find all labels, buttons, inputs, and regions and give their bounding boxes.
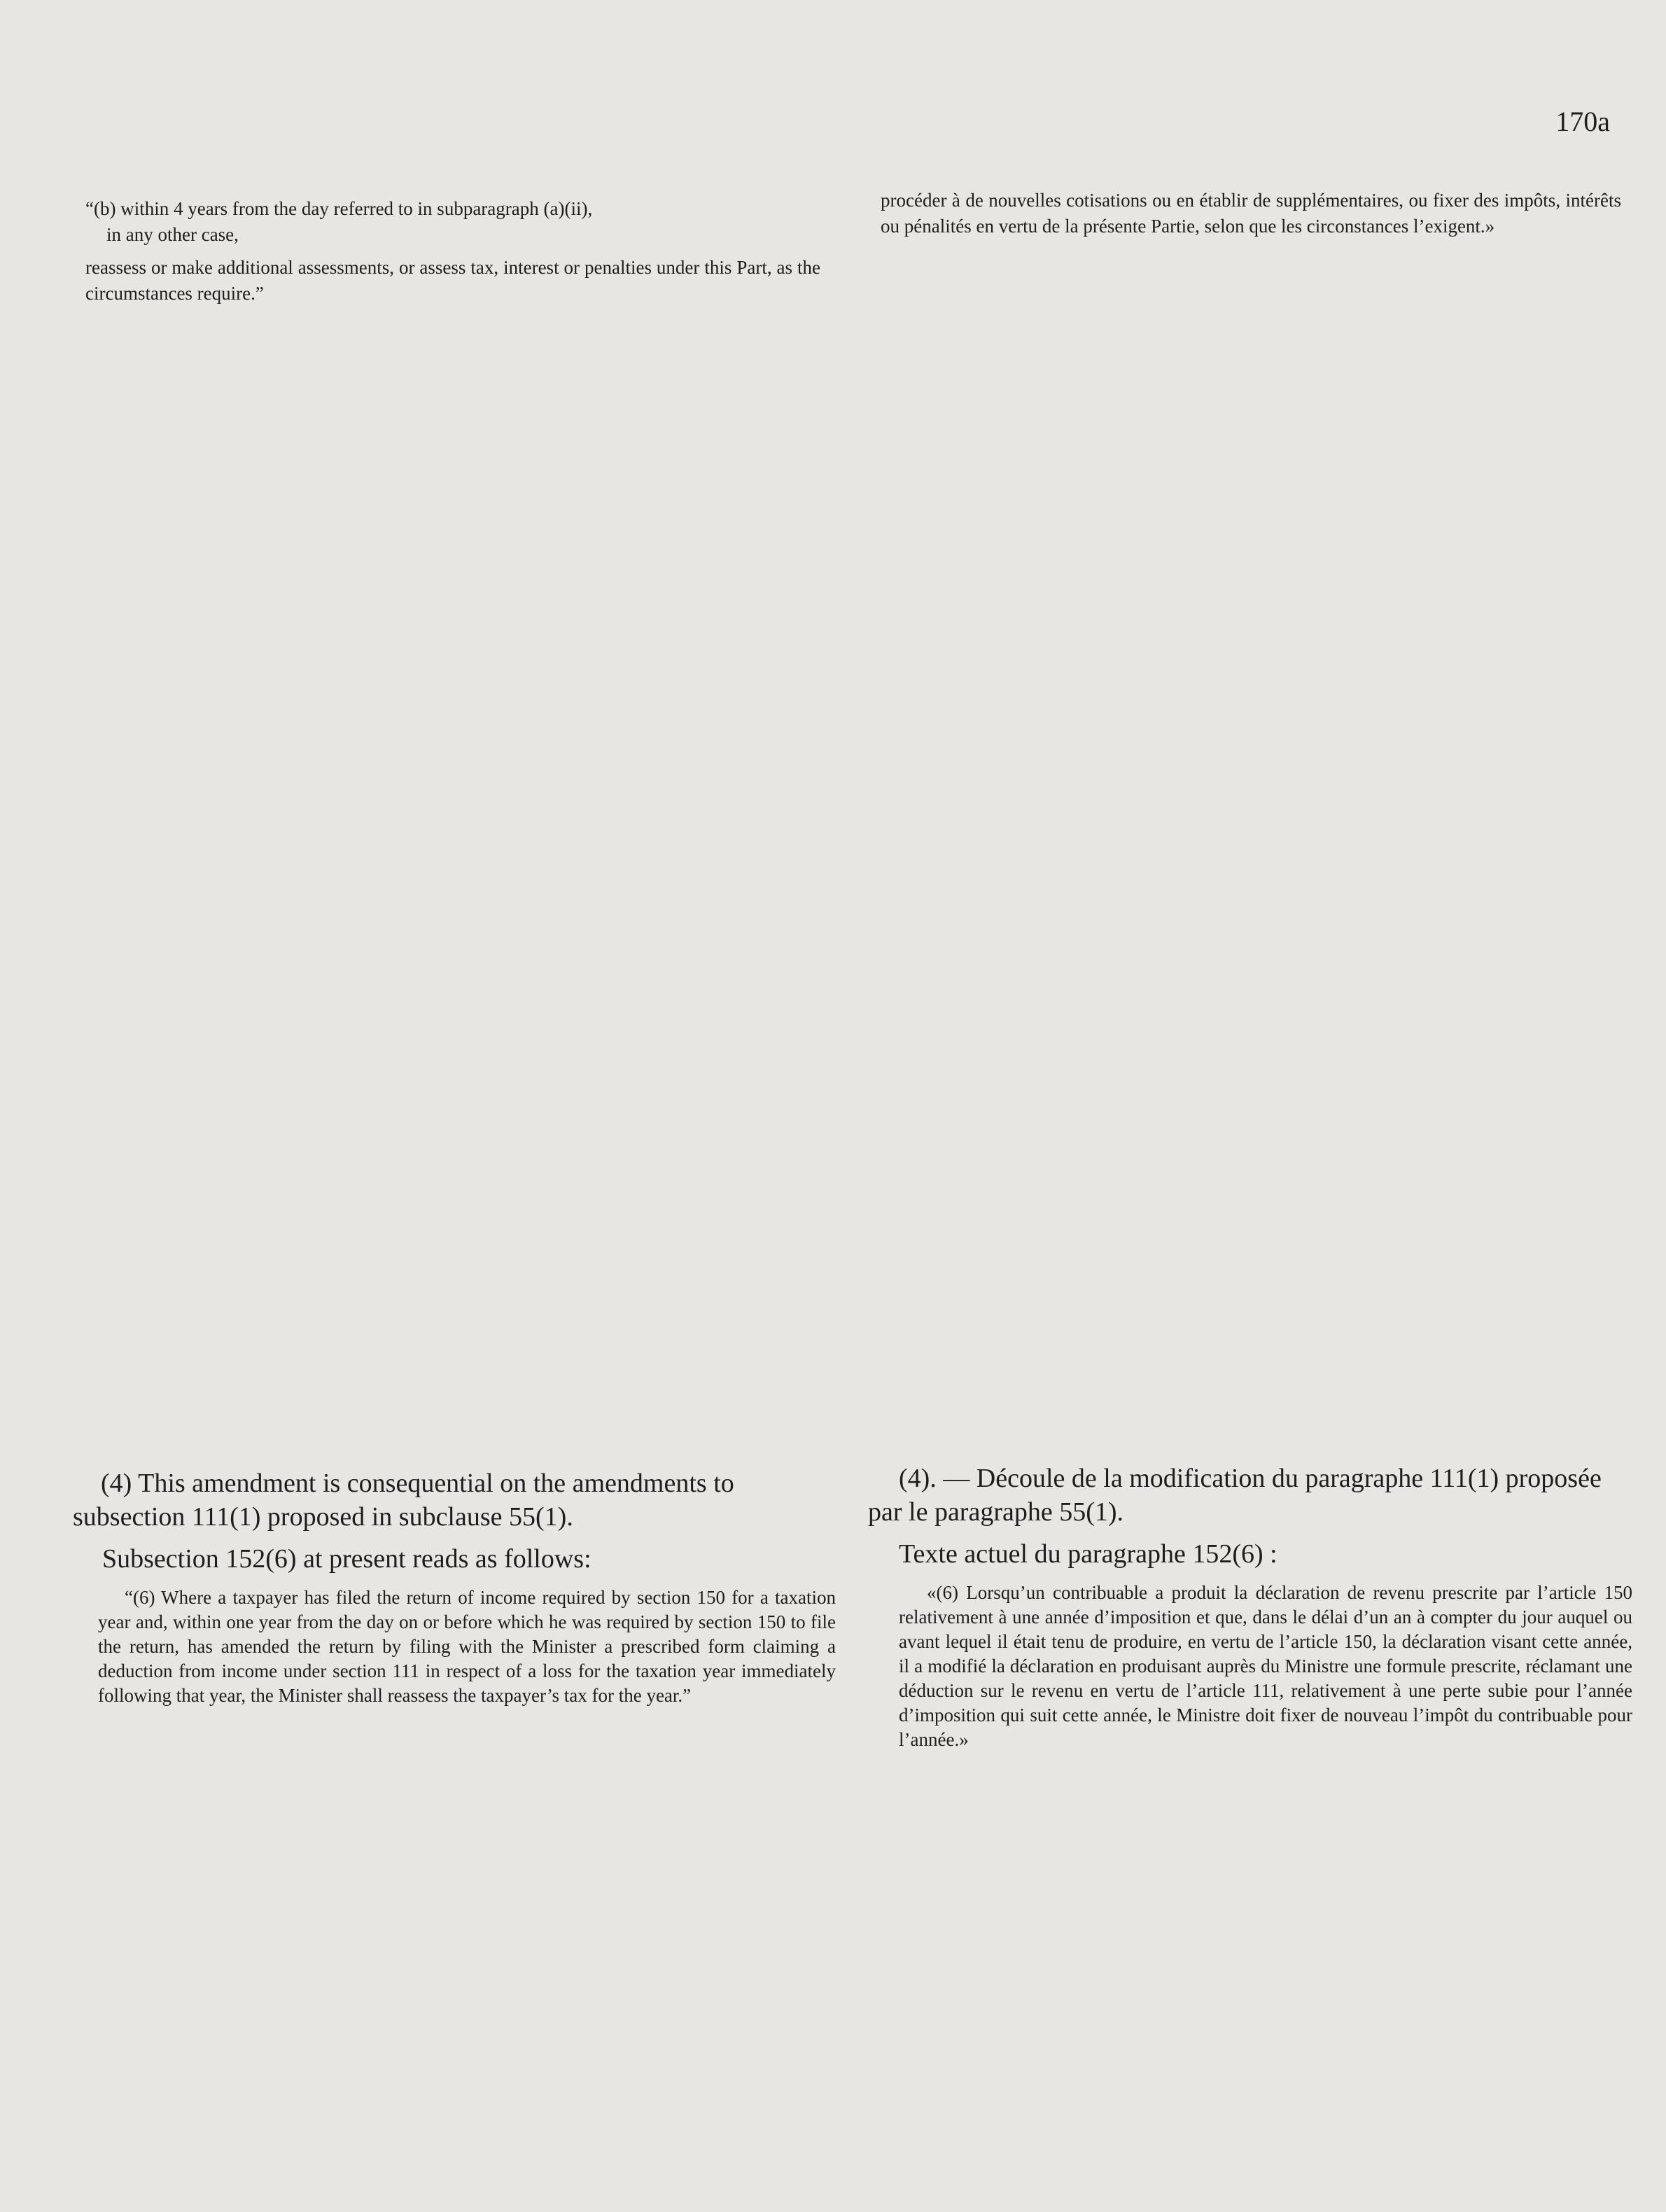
french-bottom-section: [868, 1462, 1632, 1752]
english-bottom-section: [73, 1466, 836, 1708]
english-top-line2: in any other case,: [106, 224, 239, 245]
english-top-line1: “(b) within 4 years from the day referred to in subparagraph (a)(ii),: [85, 198, 593, 219]
english-top-line3: reassess or make additional assessments, or assess tax, interest or penalties under this Part, as the circumstances require.”: [85, 257, 820, 304]
french-top-quote: [881, 188, 1621, 239]
english-quote: “(6) Where a taxpayer has filed the return of income required by section 150 for a taxation year and, within one year from the day on or before which he was required by section 150 to file the return, has amended the return by filing with the Minister a prescribed form claiming a deduction from income under section 111 in respect of a loss for the taxation year immediately following that year, the Minister shall reassess the taxpayer’s tax for the year.”: [98, 1587, 836, 1706]
english-subhead: Subsection 152(6) at present reads as follows:: [102, 1544, 592, 1574]
french-note: (4). — Découle de la modification du paragraphe 111(1) proposée par le paragraphe 55(1).: [868, 1464, 1602, 1527]
french-subhead: Texte actuel du paragraphe 152(6) :: [899, 1539, 1278, 1569]
french-top-text: procéder à de nouvelles cotisations ou en établir de supplémentaires, ou fixer des impôts, intérêts ou pénalités en vertu de la présente Partie, selon que les circonstances l’exigent.»: [881, 190, 1621, 237]
french-quote: «(6) Lorsqu’un contribuable a produit la déclaration de revenu prescrite par l’article 150 relativement à une année d’imposition et que, dans le délai d’un an à compter du jour auquel ou avant lequel il était tenu de produire, en vertu de l’article 150, la déclaration visant cette année, il a modifié la déclaration en produisant auprès du Ministre une formule prescrite, réclamant une déduction sur le revenu en vertu de l’article 111, relativement à une perte subie pour l’année d’imposition qui suit cette année, le Ministre doit fixer de nouveau l’impôt du contribuable pour l’année.»: [899, 1582, 1632, 1750]
page-number: 170a: [1555, 106, 1610, 137]
english-note: (4) This amendment is consequential on the amendments to subsection 111(1) proposed in subclause 55(1).: [73, 1469, 734, 1532]
english-top-quote: [85, 196, 820, 307]
